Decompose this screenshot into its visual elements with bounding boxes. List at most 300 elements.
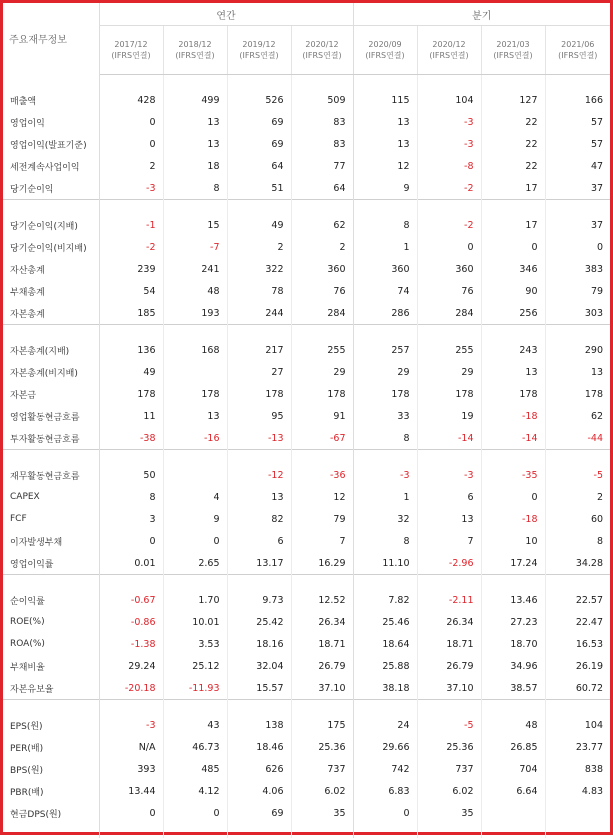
value-cell: 322 [227,258,291,280]
table-row [3,633,610,655]
value-cell: 104 [417,89,481,111]
value-cell: 4 [163,486,227,508]
value-cell: 49 [99,361,163,383]
value-cell: 69 [227,111,291,133]
value-cell: 509 [291,89,353,111]
table-row [3,155,610,177]
value-cell: 17.24 [481,552,545,575]
value-cell: -7 [163,236,227,258]
value-cell: 217 [227,339,291,361]
value-cell: 255 [417,339,481,361]
value-cell: 13 [227,486,291,508]
table-row [3,361,610,383]
value-cell: 24 [353,714,417,736]
value-cell: 27 [227,361,291,383]
value-cell: 136 [99,339,163,361]
value-cell: 25.36 [417,736,481,758]
value-cell: 12 [353,155,417,177]
value-cell: 8 [99,486,163,508]
value-cell: 49 [227,214,291,236]
column-header [481,26,545,75]
value-cell: -2 [417,177,481,200]
value-cell: 383 [584,263,604,275]
row-label: 당기순이익(비지배) [3,236,99,258]
value-cell: 1.70 [163,589,227,611]
table-row [3,427,610,450]
value-cell: 23.77 [575,741,604,753]
value-cell: 82 [227,508,291,530]
value-cell: -2.96 [417,552,481,575]
value-cell: 499 [163,89,227,111]
annual-group-header: 연간 [99,3,353,26]
value-cell: 0 [99,133,163,155]
value-cell: -5 [593,469,604,481]
table-row [3,611,610,633]
row-label: CAPEX [3,486,99,508]
value-cell: 29.66 [353,736,417,758]
value-cell: 239 [99,258,163,280]
value-cell: -11.93 [163,677,227,700]
value-cell: 2 [291,236,353,258]
value-cell: 22 [481,133,545,155]
value-cell: 12 [291,486,353,508]
value-cell: 38.57 [481,677,545,700]
table-row [3,383,610,405]
row-label: BPS(원) [3,758,99,780]
value-cell: 37.10 [417,677,481,700]
value-cell: 6.02 [417,780,481,802]
value-cell: 1 [353,486,417,508]
value-cell: -3 [353,464,417,486]
value-cell: 104 [584,719,604,731]
value-cell: 34.96 [481,655,545,677]
value-cell: 48 [481,714,545,736]
value-cell: 0.01 [99,552,163,575]
value-cell: 79 [590,285,604,297]
value-cell: 428 [99,89,163,111]
value-cell: -16 [163,427,227,450]
value-cell: 8 [353,530,417,552]
column-period: 2020/09 [368,40,402,49]
value-cell: -3 [99,177,163,200]
value-cell: 69 [227,802,291,824]
value-cell: 10 [481,530,545,552]
table-row [3,758,610,780]
value-cell: 95 [227,405,291,427]
value-cell: 393 [99,758,163,780]
value-cell: 166 [584,94,604,106]
row-label: 부채비율 [3,655,99,677]
value-cell: 37 [590,219,604,231]
value-cell: 18 [163,155,227,177]
value-cell: 76 [417,280,481,302]
row-label: 당기순이익(지배) [3,214,99,236]
quarter-group-header: 분기 [353,3,610,26]
value-cell: 26.34 [291,611,353,633]
value-cell: 4.06 [227,780,291,802]
value-cell: 13 [417,508,481,530]
value-cell: 9 [353,177,417,200]
value-cell: 8 [353,214,417,236]
value-cell: 838 [584,763,604,775]
value-cell: 18.16 [227,633,291,655]
value-cell: 11 [99,405,163,427]
value-cell [163,464,227,486]
row-label: 이자발생부채 [3,530,99,552]
column-header [163,26,227,75]
value-cell: -20.18 [99,677,163,700]
value-cell: 485 [163,758,227,780]
value-cell: 51 [227,177,291,200]
value-cell: 37.10 [291,677,353,700]
value-cell: 12.52 [291,589,353,611]
value-cell: 26.34 [417,611,481,633]
value-cell: 8 [353,427,417,450]
value-cell: 13 [163,111,227,133]
value-cell: 178 [481,383,545,405]
row-label: 매출액 [3,89,99,111]
value-cell: 77 [291,155,353,177]
row-label: 영업이익(발표기준) [3,133,99,155]
value-cell: 57 [590,116,604,128]
column-basis: (IFRS연결) [558,51,598,60]
value-cell: 25.12 [163,655,227,677]
value-cell: 6 [417,486,481,508]
column-period: 2017/12 [114,40,148,49]
row-label: ROA(%) [3,633,99,655]
value-cell: 54 [99,280,163,302]
column-basis: (IFRS연결) [111,51,151,60]
value-cell: 0 [353,802,417,824]
value-cell: 18.46 [227,736,291,758]
value-cell: 4.12 [163,780,227,802]
table-row [3,530,610,552]
value-cell: 76 [291,280,353,302]
table-row [3,714,610,736]
value-cell: 178 [227,383,291,405]
row-label: 자본총계(비지배) [3,361,99,383]
value-cell: 178 [163,383,227,405]
value-cell: -18 [481,405,545,427]
value-cell: 1 [353,236,417,258]
column-basis: (IFRS연결) [365,51,405,60]
value-cell: 185 [99,302,163,325]
row-label: 영업이익률 [3,552,99,575]
value-cell: -5 [417,714,481,736]
value-cell: 46.73 [163,736,227,758]
value-cell: 526 [227,89,291,111]
value-cell: 62 [590,410,604,422]
column-period: 2021/06 [561,40,595,49]
value-cell: 13 [163,405,227,427]
value-cell: 22 [481,155,545,177]
value-cell: 6 [227,530,291,552]
value-cell: -35 [481,464,545,486]
value-cell: 6.83 [353,780,417,802]
value-cell: 78 [227,280,291,302]
row-label: 재무활동현금흐름 [3,464,99,486]
value-cell: 62 [291,214,353,236]
column-header [417,26,481,75]
value-cell: 29 [417,361,481,383]
value-cell: 243 [481,339,545,361]
value-cell: 0 [99,802,163,824]
value-cell: -1.38 [99,633,163,655]
value-cell: 29.24 [99,655,163,677]
value-cell: 22.57 [575,594,604,606]
value-cell: 74 [353,280,417,302]
value-cell: 178 [99,383,163,405]
value-cell: 13 [163,133,227,155]
table-row [3,405,610,427]
financial-summary-table [3,3,610,838]
value-cell: 27.23 [481,611,545,633]
value-cell: -14 [481,427,545,450]
value-cell: -44 [587,432,604,444]
row-label: PER(배) [3,736,99,758]
value-cell: 360 [291,258,353,280]
value-cell: -2 [417,214,481,236]
value-cell: 626 [227,758,291,780]
value-cell: 13.46 [481,589,545,611]
value-cell: 0 [481,236,545,258]
row-label: 투자활동현금흐름 [3,427,99,450]
column-basis: (IFRS연결) [493,51,533,60]
value-cell: -18 [481,508,545,530]
value-cell: 244 [227,302,291,325]
column-basis: (IFRS연결) [239,51,279,60]
value-cell: -3 [99,714,163,736]
row-label: 영업이익 [3,111,99,133]
value-cell: 90 [481,280,545,302]
value-cell: 178 [291,383,353,405]
column-header [99,26,163,75]
value-cell: 168 [163,339,227,361]
value-cell: -3 [417,133,481,155]
value-cell: 2.65 [163,552,227,575]
value-cell: 22.47 [575,616,604,628]
value-cell: 18.71 [417,633,481,655]
table-row [3,214,610,236]
table-row [3,508,610,530]
row-label: 현금DPS(원) [3,802,99,824]
value-cell: 15.57 [227,677,291,700]
value-cell: 2 [227,236,291,258]
value-cell: 3.53 [163,633,227,655]
value-cell: 33 [353,405,417,427]
row-label: 자산총계 [3,258,99,280]
value-cell: 178 [353,383,417,405]
value-cell: 16.53 [575,638,604,650]
value-cell: 6.64 [481,780,545,802]
table-row [3,589,610,611]
row-label: 자본총계(지배) [3,339,99,361]
value-cell: -12 [227,464,291,486]
table-row [3,655,610,677]
column-basis: (IFRS연결) [175,51,215,60]
value-cell: 286 [353,302,417,325]
table-row [3,486,610,508]
table-row [3,89,610,111]
value-cell: 37 [590,182,604,194]
value-cell: -1 [99,214,163,236]
value-cell: 64 [291,177,353,200]
table-header-label: 주요재무정보 [3,3,99,75]
value-cell: 13 [353,111,417,133]
value-cell: 0 [481,486,545,508]
value-cell: 360 [417,258,481,280]
value-cell: 127 [481,89,545,111]
value-cell: -67 [291,427,353,450]
value-cell: 138 [227,714,291,736]
value-cell: -36 [291,464,353,486]
row-label: EPS(원) [3,714,99,736]
value-cell: 2 [596,491,604,503]
value-cell: 25.46 [353,611,417,633]
value-cell: 7 [417,530,481,552]
value-cell: 4.83 [581,785,604,797]
value-cell: 48 [163,280,227,302]
value-cell: 742 [353,758,417,780]
value-cell: 15 [163,214,227,236]
value-cell: 19 [417,405,481,427]
value-cell: -3 [417,111,481,133]
value-cell: 26.19 [575,660,604,672]
value-cell [481,802,545,824]
row-label: 영업활동현금흐름 [3,405,99,427]
column-period: 2020/12 [432,40,466,49]
value-cell: 35 [291,802,353,824]
value-cell: 284 [291,302,353,325]
value-cell: 17 [481,214,545,236]
value-cell: 18.70 [481,633,545,655]
value-cell: 38.18 [353,677,417,700]
value-cell: 178 [417,383,481,405]
value-cell: 26.79 [291,655,353,677]
value-cell: 10.01 [163,611,227,633]
value-cell: -14 [417,427,481,450]
value-cell: 241 [163,258,227,280]
value-cell: 91 [291,405,353,427]
value-cell: 17 [481,177,545,200]
value-cell: 32 [353,508,417,530]
value-cell: 13 [353,133,417,155]
value-cell: 8 [163,177,227,200]
value-cell: 704 [481,758,545,780]
value-cell: 69 [227,133,291,155]
value-cell: 7 [291,530,353,552]
value-cell [545,802,610,824]
value-cell: 6.02 [291,780,353,802]
row-label: 순이익률 [3,589,99,611]
value-cell: 0 [99,111,163,133]
column-period: 2020/12 [305,40,339,49]
value-cell: 64 [227,155,291,177]
value-cell: 0 [417,236,481,258]
row-label: PBR(배) [3,780,99,802]
value-cell: 16.29 [291,552,353,575]
row-label: 부채총계 [3,280,99,302]
row-label: ROE(%) [3,611,99,633]
value-cell: -8 [417,155,481,177]
column-period: 2021/03 [496,40,530,49]
value-cell: 83 [291,111,353,133]
value-cell: 22 [481,111,545,133]
value-cell: 346 [481,258,545,280]
value-cell: 13.17 [227,552,291,575]
value-cell: 35 [417,802,481,824]
value-cell: 303 [584,307,604,319]
value-cell: 25.42 [227,611,291,633]
column-header [291,26,353,75]
column-period: 2018/12 [178,40,212,49]
value-cell: 50 [99,464,163,486]
table-row [3,802,610,824]
table-row [3,280,610,302]
value-cell: 255 [291,339,353,361]
row-label: 자본유보율 [3,677,99,700]
table-row [3,339,610,361]
column-basis: (IFRS연결) [429,51,469,60]
value-cell: 9 [163,508,227,530]
value-cell: 60.72 [575,682,604,694]
value-cell: 0 [163,802,227,824]
value-cell: 57 [590,138,604,150]
value-cell: -0.67 [99,589,163,611]
value-cell: 29 [291,361,353,383]
value-cell: 178 [584,388,604,400]
value-cell: -13 [227,427,291,450]
value-cell [163,361,227,383]
value-cell: 9.73 [227,589,291,611]
value-cell: 193 [163,302,227,325]
table-row [3,177,610,200]
value-cell: 0 [99,530,163,552]
value-cell: 29 [353,361,417,383]
value-cell: N/A [99,736,163,758]
value-cell: 26.85 [481,736,545,758]
value-cell: 13 [481,361,545,383]
value-cell: 11.10 [353,552,417,575]
value-cell: 360 [353,258,417,280]
value-cell: 7.82 [353,589,417,611]
table-row [3,111,610,133]
table-row [3,236,610,258]
row-label: 당기순이익 [3,177,99,200]
row-label: FCF [3,508,99,530]
row-label: 자본총계 [3,302,99,325]
value-cell: 47 [590,160,604,172]
value-cell: 32.04 [227,655,291,677]
column-basis: (IFRS연결) [302,51,342,60]
column-header [227,26,291,75]
table-row [3,258,610,280]
value-cell: 25.88 [353,655,417,677]
table-row [3,133,610,155]
value-cell: 18.64 [353,633,417,655]
value-cell: 34.28 [575,557,604,569]
value-cell: 43 [163,714,227,736]
value-cell: 0 [596,241,604,253]
value-cell: -2.11 [417,589,481,611]
value-cell: -2 [99,236,163,258]
table-row [3,302,610,325]
value-cell: 8 [596,535,604,547]
value-cell: 256 [481,302,545,325]
row-label: 자본금 [3,383,99,405]
value-cell: 13 [590,366,604,378]
row-label: 세전계속사업이익 [3,155,99,177]
